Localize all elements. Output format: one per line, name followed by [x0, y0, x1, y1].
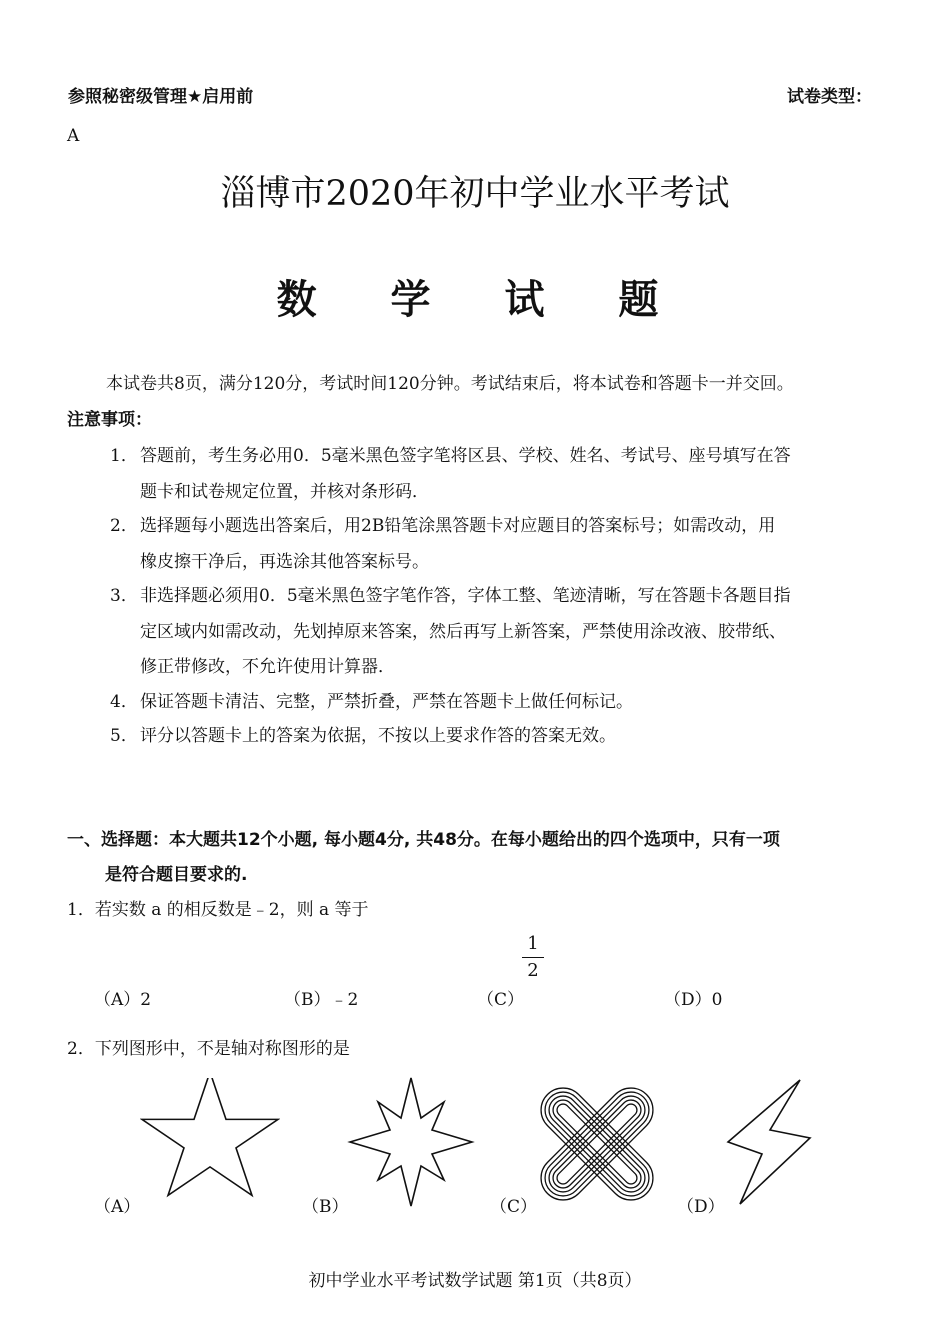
page-footer: 初中学业水平考试数学试题 第1页（共8页）	[308, 1271, 642, 1291]
question-2-stem: 2．下列图形中，不是轴对称图形的是	[67, 1039, 350, 1059]
notice-item-2-num: 2．	[110, 516, 138, 536]
question-1-option-b: （B）﹣2	[284, 990, 359, 1010]
notice-item-5-num: 5．	[110, 726, 138, 746]
question-2-option-d: （D）	[677, 1197, 725, 1217]
notice-item-1-line-2: 题卡和试卷规定位置，并核对条形码．	[140, 482, 429, 502]
question-1-option-d: （D）0	[664, 990, 723, 1010]
page-subtitle: 数 学 试 题	[276, 277, 689, 323]
paper-type-value: A	[67, 126, 80, 146]
eight-point-star-icon	[346, 1076, 476, 1208]
notice-item-2-line-2: 橡皮擦干净后，再选涂其他答案标号。	[140, 552, 429, 572]
notice-item-4-num: 4．	[110, 692, 138, 712]
interlaced-knot-icon	[535, 1082, 659, 1206]
notice-item-2-line-1: 选择题每小题选出答案后，用2B铅笔涂黑答题卡对应题目的答案标号；如需改动，用	[140, 516, 776, 536]
question-1-option-c-fraction	[522, 933, 544, 982]
question-2-option-a: （A）	[94, 1197, 141, 1217]
fraction-bar	[522, 957, 544, 958]
five-point-star-icon	[140, 1078, 280, 1198]
lightning-bolt-icon	[724, 1078, 820, 1206]
notice-item-5-line-1: 评分以答题卡上的答案为依据，不按以上要求作答的答案无效。	[140, 726, 616, 746]
question-1-stem: 1．若实数 a 的相反数是﹣2，则 a 等于	[67, 900, 369, 920]
section-1-heading: 一、选择题：本大题共12个小题, 每小题4分, 共48分。在每小题给出的四个选项中，只有一项	[67, 830, 780, 850]
notice-item-3-num: 3．	[110, 586, 138, 606]
question-1-option-a: （A）2	[94, 990, 152, 1010]
paper-type-label: 试卷类型：	[787, 87, 872, 107]
question-2-option-b: （B）	[302, 1197, 349, 1217]
notice-item-1-num: 1．	[110, 446, 138, 466]
confidential-label: 参照秘密级管理★启用前	[68, 87, 254, 107]
section-1-heading-cont: 是符合题目要求的.	[105, 865, 248, 885]
fraction-numerator: 1	[527, 933, 539, 954]
intro-text: 本试卷共8页，满分120分，考试时间120分钟。考试结束后，将本试卷和答题卡一并交回。	[106, 374, 794, 394]
notice-heading: 注意事项：	[67, 410, 152, 430]
page-title: 淄博市2020年初中学业水平考试	[220, 174, 730, 214]
notice-item-4-line-1: 保证答题卡清洁、完整，严禁折叠，严禁在答题卡上做任何标记。	[140, 692, 633, 712]
notice-item-1-line-1: 答题前，考生务必用0．5毫米黑色签字笔将区县、学校、姓名、考试号、座号填写在答	[140, 446, 791, 466]
notice-item-3-line-3: 修正带修改，不允许使用计算器．	[140, 657, 395, 677]
question-2-option-c: （C）	[490, 1197, 538, 1217]
notice-item-3-line-1: 非选择题必须用0．5毫米黑色签字笔作答，字体工整、笔迹清晰，写在答题卡各题目指	[140, 586, 791, 606]
question-1-option-c: （C）	[477, 990, 525, 1010]
fraction-denominator: 2	[527, 960, 539, 981]
notice-item-3-line-2: 定区域内如需改动，先划掉原来答案，然后再写上新答案，严禁使用涂改液、胶带纸、	[140, 622, 786, 642]
